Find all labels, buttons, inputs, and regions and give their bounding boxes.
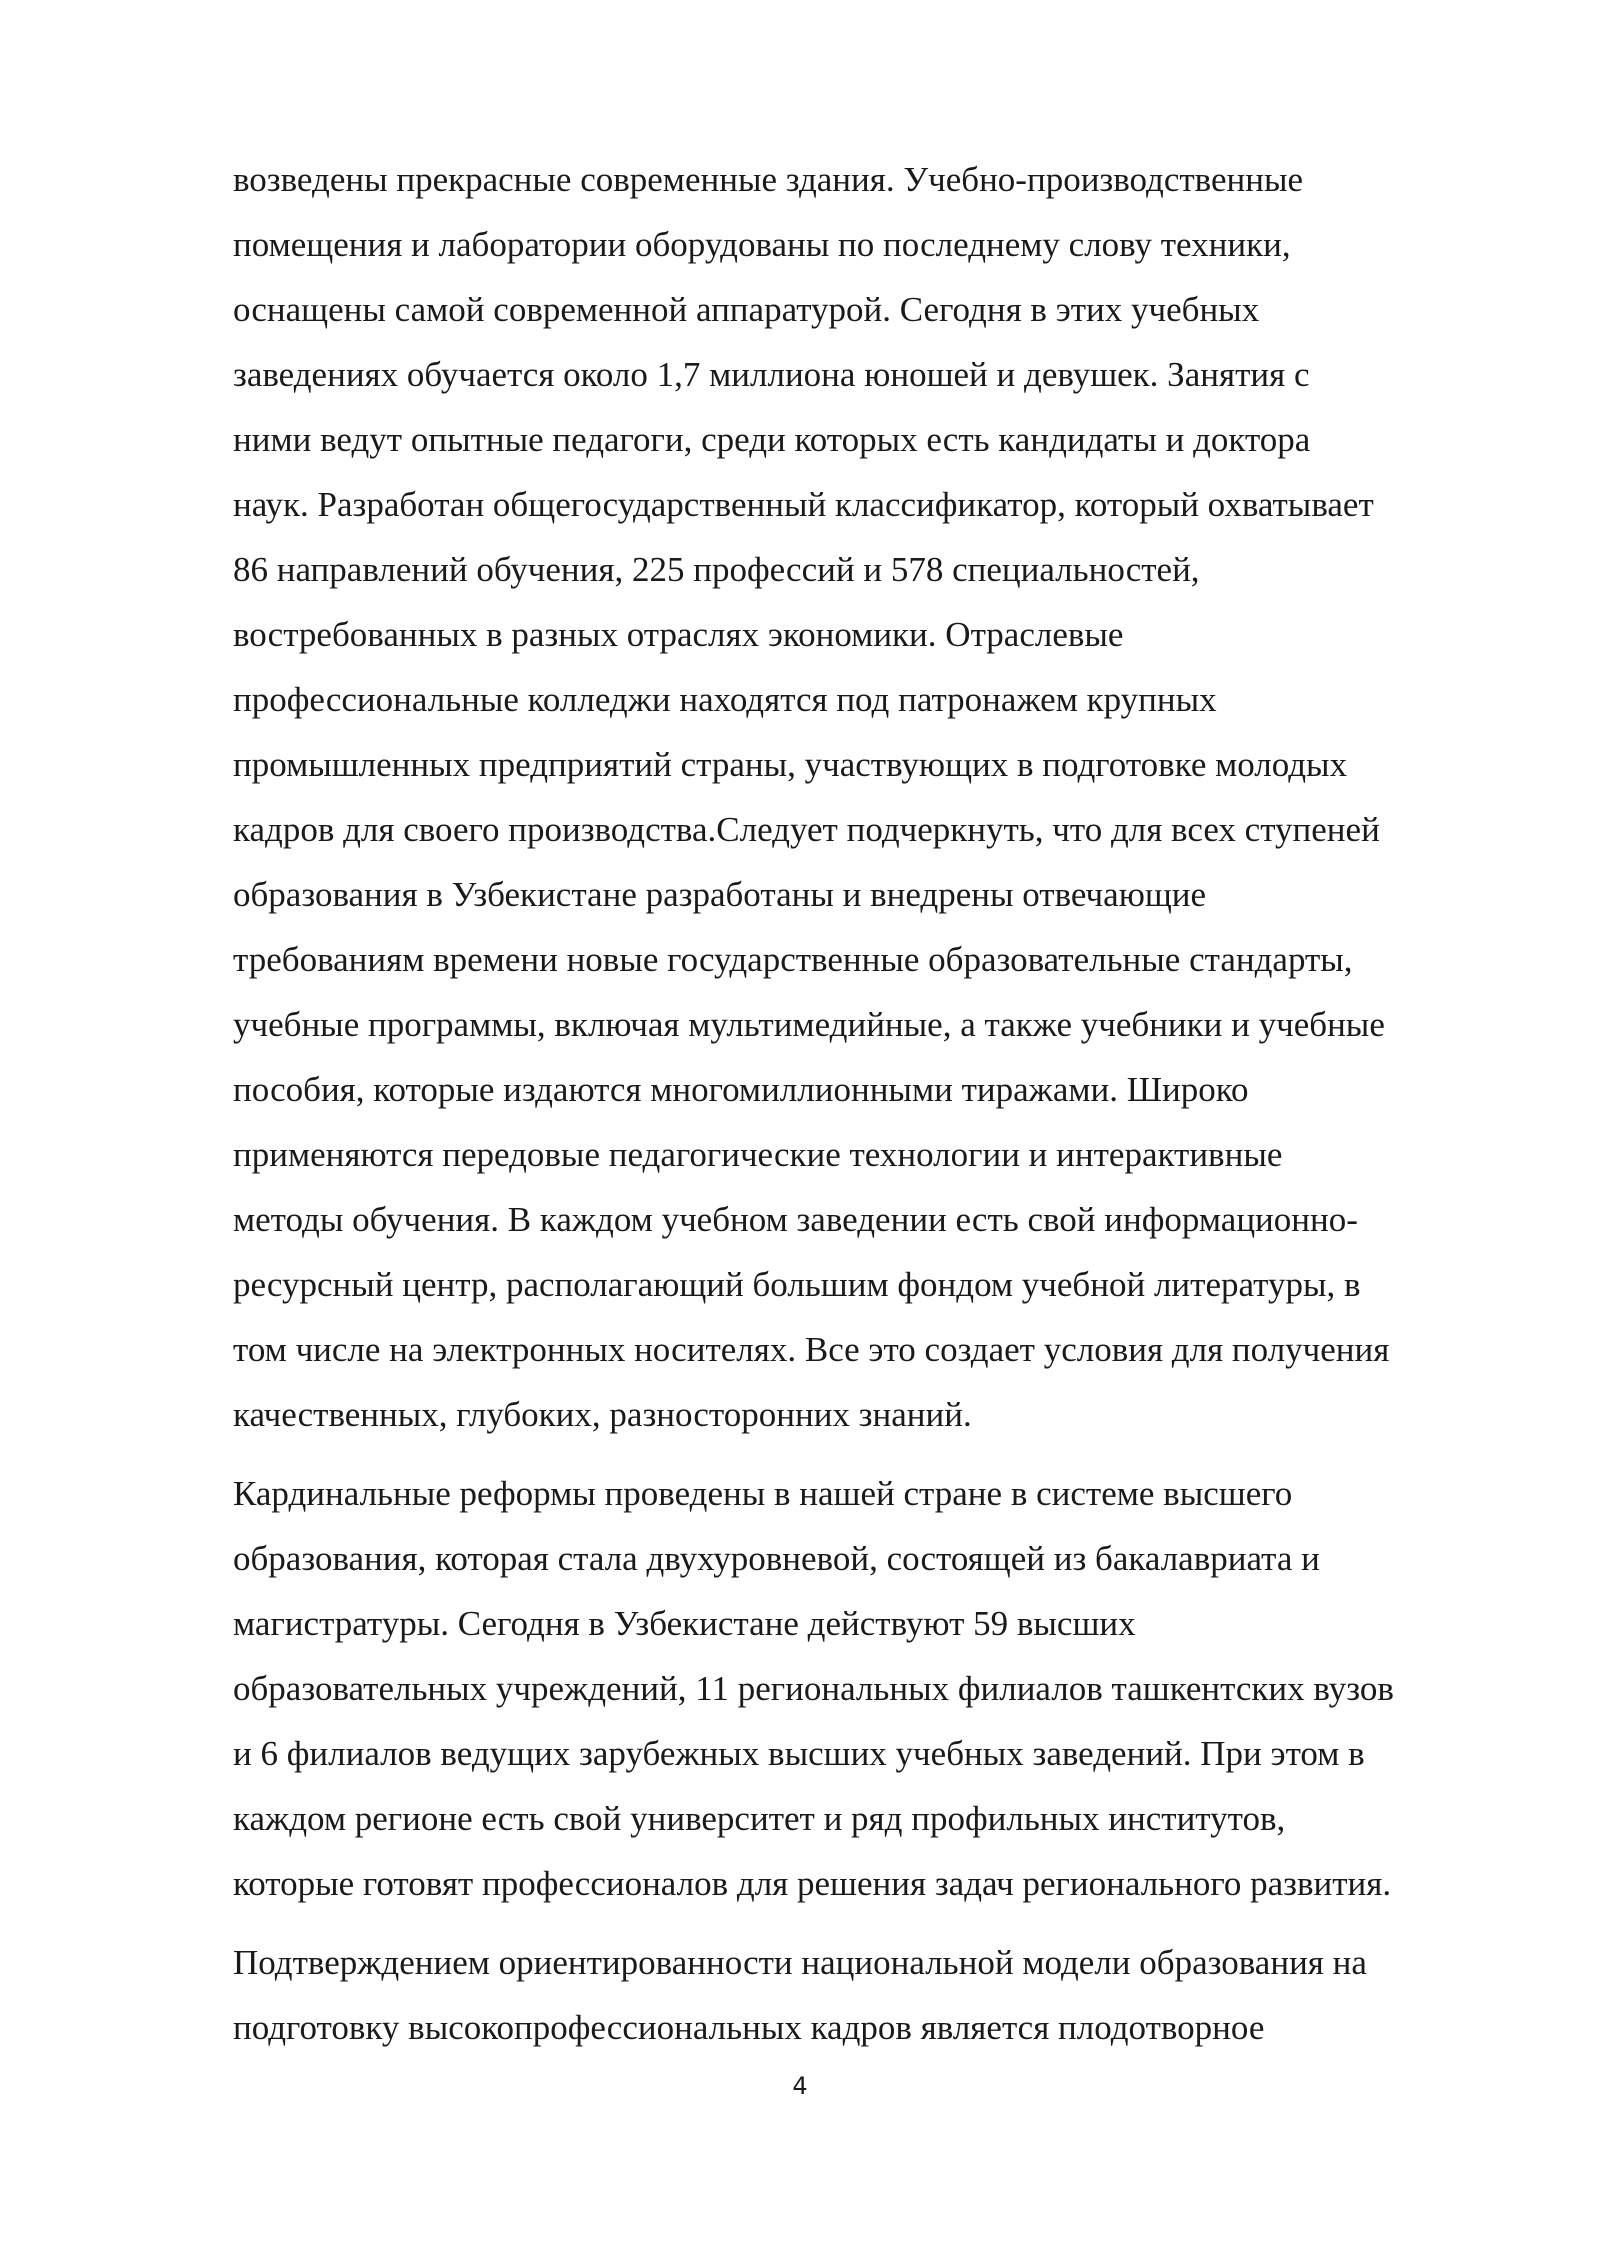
text-line: востребованных в разных отраслях экономики. Отраслевые (233, 615, 1124, 654)
text-line: ними ведут опытные педагоги, среди которых есть кандидаты и доктора (233, 420, 1311, 459)
text-line: заведениях обучается около 1,7 миллиона юношей и девушек. Занятия с (233, 355, 1310, 394)
text-line: Кардинальные реформы проведены в нашей стране в системе высшего (233, 1474, 1293, 1513)
text-line: 86 направлений обучения, 225 профессий и 578 специальностей, (233, 550, 1200, 589)
text-line: образовательных учреждений, 11 региональных филиалов ташкентских вузов (233, 1669, 1394, 1708)
text-line: Подтверждением ориентированности национальной модели образования на (233, 1943, 1367, 1982)
body-text (233, 147, 1533, 2060)
text-line: и 6 филиалов ведущих зарубежных высших учебных заведений. При этом в (233, 1734, 1365, 1773)
text-line: оснащены самой современной аппаратурой. Сегодня в этих учебных (233, 290, 1260, 329)
text-line: возведены прекрасные современные здания. Учебно-производственные (233, 160, 1304, 199)
text-line: ресурсный центр, располагающий большим фондом учебной литературы, в (233, 1265, 1361, 1304)
text-line: подготовку высокопрофессиональных кадров является плодотворное (233, 2008, 1265, 2047)
text-line: применяются передовые педагогические технологии и интерактивные (233, 1135, 1283, 1174)
text-line: магистратуры. Сегодня в Узбекистане действуют 59 высших (233, 1604, 1136, 1643)
paragraph-1 (233, 147, 1533, 1447)
text-line: каждом регионе есть свой университет и ряд профильных институтов, (233, 1799, 1286, 1838)
page-number: 4 (792, 2072, 808, 2100)
text-line: наук. Разработан общегосударственный классификатор, который охватывает (233, 485, 1374, 524)
text-line: образования, которая стала двухуровневой, состоящей из бакалавриата и (233, 1539, 1320, 1578)
text-line: пособия, которые издаются многомиллионными тиражами. Широко (233, 1070, 1249, 1109)
paragraph-3 (233, 1930, 1533, 2060)
text-line: профессиональные колледжи находятся под патронажем крупных (233, 680, 1217, 719)
text-line: промышленных предприятий страны, участвующих в подготовке молодых (233, 745, 1348, 784)
text-line: учебные программы, включая мультимедийные, а также учебники и учебные (233, 1005, 1385, 1044)
paragraph-2 (233, 1461, 1533, 1916)
text-line: помещения и лаборатории оборудованы по последнему слову техники, (233, 225, 1291, 264)
text-line: кадров для своего производства.Следует подчеркнуть, что для всех ступеней (233, 810, 1380, 849)
text-line: методы обучения. В каждом учебном заведении есть свой информационно- (233, 1200, 1358, 1239)
text-line: образования в Узбекистане разработаны и внедрены отвечающие (233, 875, 1207, 914)
text-line: требованиям времени новые государственные образовательные стандарты, (233, 940, 1353, 979)
text-line: которые готовят профессионалов для решения задач регионального развития. (233, 1864, 1392, 1903)
text-line: том числе на электронных носителях. Все это создает условия для получения (233, 1330, 1390, 1369)
text-line: качественных, глубоких, разносторонних знаний. (233, 1395, 972, 1434)
